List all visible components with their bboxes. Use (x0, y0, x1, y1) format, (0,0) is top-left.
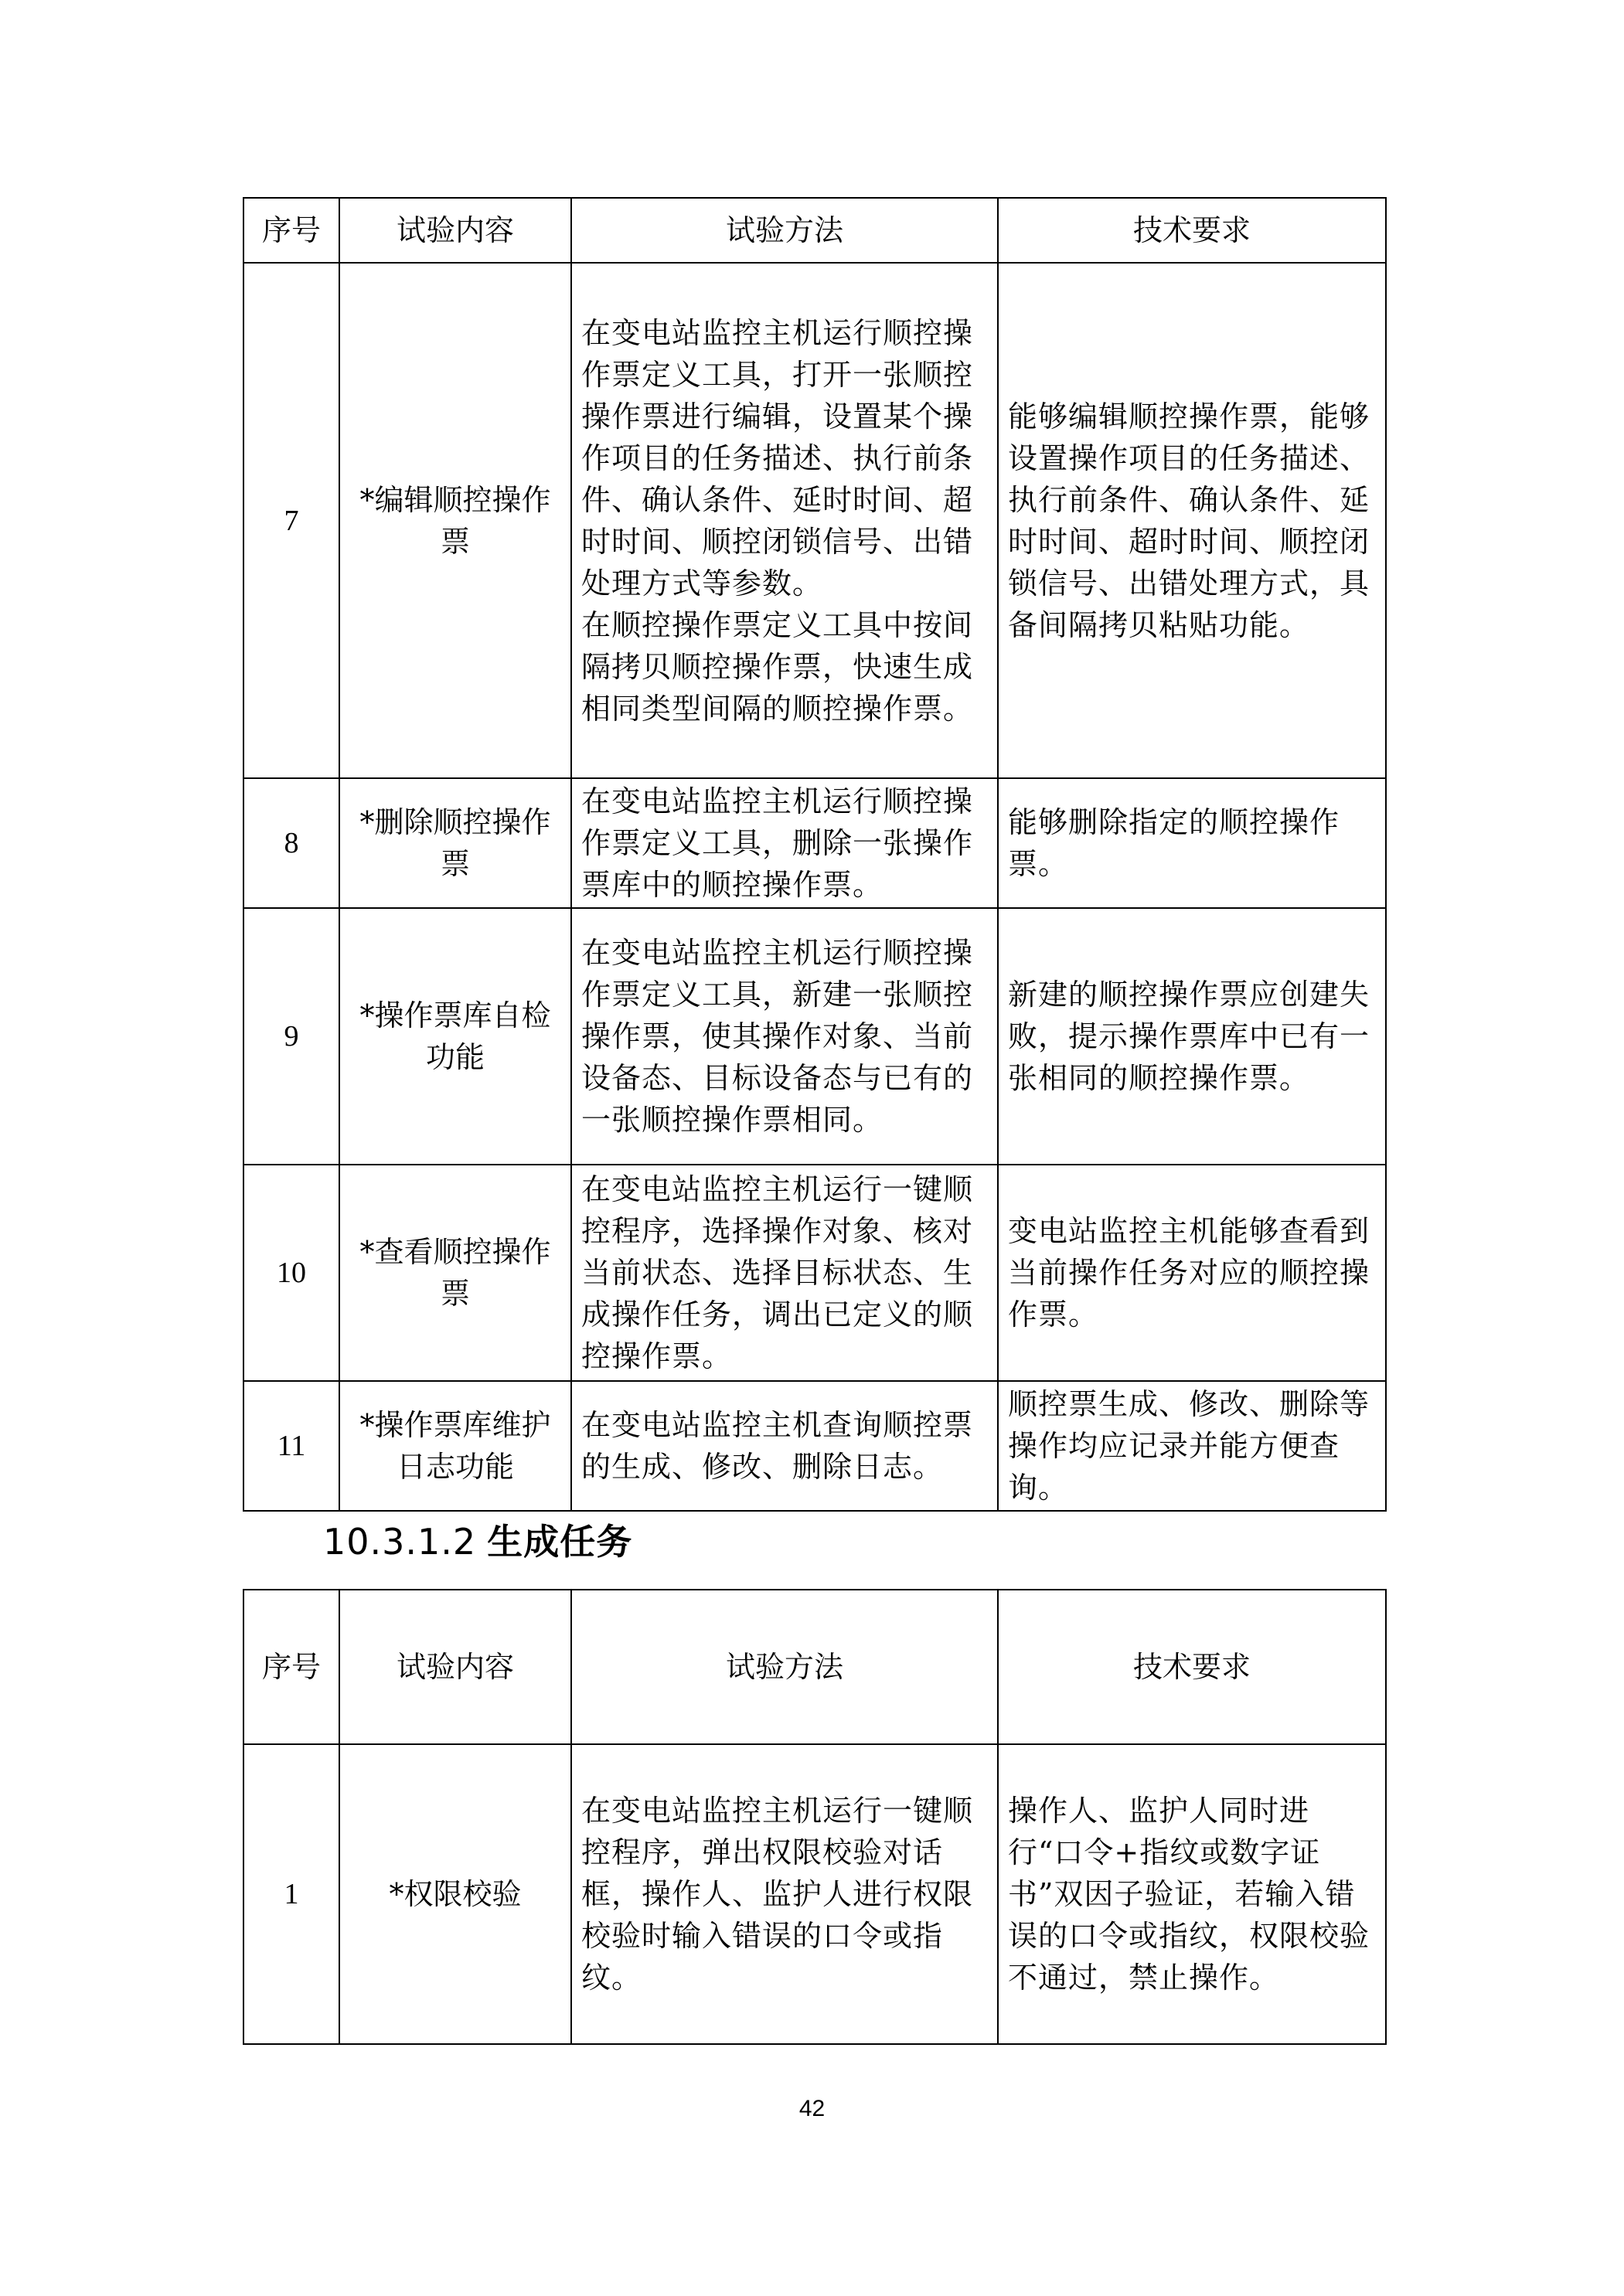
row-test-item: *操作票库维护日志功能 (339, 1381, 571, 1511)
header-test-method: 试验方法 (571, 198, 998, 263)
row-serial: 1 (243, 1744, 339, 2044)
method-paragraph: 在变电站监控主机运行顺控操作票定义工具，删除一张操作票库中的顺控操作票。 (581, 784, 974, 902)
row-requirement: 操作人、监护人同时进行“口令+指纹或数字证书”双因子验证，若输入错误的口令或指纹，权限校验不通过，禁止操作。 (998, 1744, 1386, 2044)
page-number: 42 (798, 2096, 826, 2121)
row-test-item: *编辑顺控操作票 (339, 263, 571, 778)
table-row (243, 1744, 1386, 2044)
row-test-item: *操作票库自检功能 (339, 908, 571, 1165)
table-row (243, 263, 1386, 778)
row-requirement: 能够删除指定的顺控操作票。 (998, 778, 1386, 908)
method-paragraph: 在变电站监控主机查询顺控票的生成、修改、删除日志。 (581, 1408, 974, 1484)
section-heading (323, 1519, 632, 1565)
row-test-method (571, 263, 998, 778)
row-test-item: *权限校验 (339, 1744, 571, 2044)
method-paragraph: 在变电站监控主机运行顺控操作票定义工具，打开一张顺控操作票进行编辑，设置某个操作项目的任务描述、执行前条件、确认条件、延时时间、超时时间、顺控闭锁信号、出错处理方式等参数。 (581, 315, 974, 600)
method-paragraph: 在顺控操作票定义工具中按间隔拷贝顺控操作票，快速生成相同类型间隔的顺控操作票。 (581, 607, 974, 726)
row-test-method (571, 1744, 998, 2044)
table-header-row (243, 1590, 1386, 1744)
test-table-ticket-management (243, 197, 1387, 1512)
row-test-method (571, 908, 998, 1165)
row-serial: 10 (243, 1165, 339, 1381)
table-header-row (243, 198, 1386, 263)
row-requirement: 新建的顺控操作票应创建失败，提示操作票库中已有一张相同的顺控操作票。 (998, 908, 1386, 1165)
header-technical-requirement: 技术要求 (998, 198, 1386, 263)
method-paragraph: 在变电站监控主机运行顺控操作票定义工具，新建一张顺控操作票，使其操作对象、当前设备态、目标设备态与已有的一张顺控操作票相同。 (581, 936, 974, 1137)
table-row (243, 1165, 1386, 1381)
header-technical-requirement: 技术要求 (998, 1590, 1386, 1744)
header-test-method: 试验方法 (571, 1590, 998, 1744)
row-test-method (571, 1381, 998, 1511)
table-row (243, 1381, 1386, 1511)
section-number: 10.3.1.2 (323, 1521, 477, 1563)
header-serial: 序号 (243, 198, 339, 263)
row-serial: 7 (243, 263, 339, 778)
row-test-method (571, 778, 998, 908)
test-table-generate-task (243, 1589, 1387, 2045)
table-row (243, 908, 1386, 1165)
row-test-method (571, 1165, 998, 1381)
row-test-item: *删除顺控操作票 (339, 778, 571, 908)
method-paragraph: 在变电站监控主机运行一键顺控程序，弹出权限校验对话框，操作人、监护人进行权限校验时输入错误的口令或指纹。 (581, 1794, 974, 1995)
header-serial: 序号 (243, 1590, 339, 1744)
header-test-item: 试验内容 (339, 198, 571, 263)
section-title: 生成任务 (487, 1521, 633, 1563)
row-serial: 11 (243, 1381, 339, 1511)
method-paragraph: 在变电站监控主机运行一键顺控程序，选择操作对象、核对当前状态、选择目标状态、生成操作任务，调出已定义的顺控操作票。 (581, 1172, 974, 1373)
row-requirement: 顺控票生成、修改、删除等操作均应记录并能方便查询。 (998, 1381, 1386, 1511)
header-test-item: 试验内容 (339, 1590, 571, 1744)
table-row (243, 778, 1386, 908)
row-serial: 9 (243, 908, 339, 1165)
row-test-item: *查看顺控操作票 (339, 1165, 571, 1381)
row-requirement: 变电站监控主机能够查看到当前操作任务对应的顺控操作票。 (998, 1165, 1386, 1381)
row-requirement: 能够编辑顺控操作票，能够设置操作项目的任务描述、执行前条件、确认条件、延时时间、超时时间、顺控闭锁信号、出错处理方式，具备间隔拷贝粘贴功能。 (998, 263, 1386, 778)
row-serial: 8 (243, 778, 339, 908)
